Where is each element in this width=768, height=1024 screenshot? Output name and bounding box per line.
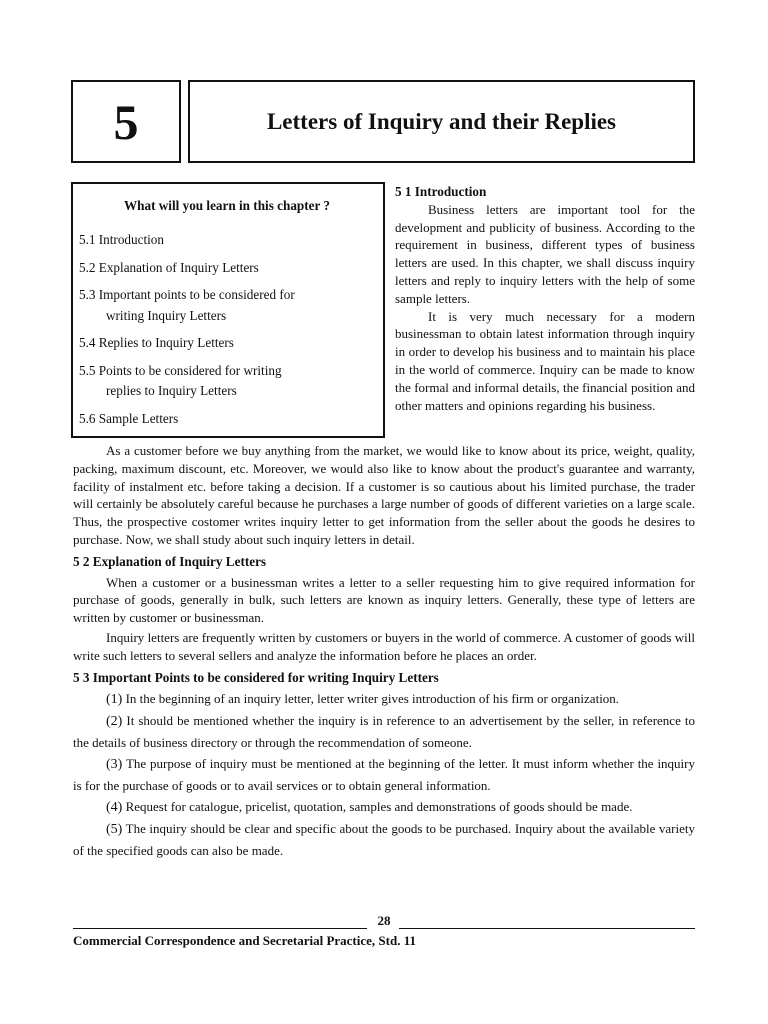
toc-item-text: Replies to Inquiry Letters — [98, 335, 234, 350]
chapter-number-box — [71, 80, 181, 163]
point-number: (3) — [106, 757, 123, 773]
point-item — [73, 796, 695, 818]
point-item — [73, 753, 695, 796]
chapter-title: Letters of Inquiry and their Replies — [266, 108, 617, 134]
point-number: (4) — [106, 800, 123, 816]
toc-item-text: Points to be considered for writing — [98, 362, 282, 378]
chapter-number: 5 — [113, 93, 139, 150]
point-text: The inquiry should be clear and specific about the goods to be purchased. Inquiry about the available variety of the specified goods can also be made. — [73, 821, 695, 859]
section-1-heading: 5 1 Introduction — [395, 184, 487, 199]
toc-item-text: Important points to be considered for — [98, 287, 295, 302]
introduction-column — [395, 183, 695, 414]
toc-item-number: 5.4 — [79, 335, 96, 350]
main-body — [73, 442, 695, 861]
toc-item-number: 5.5 — [79, 362, 96, 378]
toc-item — [79, 230, 375, 251]
point-number: (5) — [106, 822, 123, 838]
toc-item-continuation: replies to Inquiry Letters — [106, 383, 237, 398]
point-text: The purpose of inquiry must be mentioned at the beginning of the letter. It must inform whether the inquiry is for the purchase of goods or to avail services or to obtain general information. — [73, 756, 695, 794]
point-text: It should be mentioned whether the inquiry is in reference to an advertisement by the seller, in reference to the details of business directory or through the recommendation of someone. — [73, 713, 695, 751]
toc-item-text: Explanation of Inquiry Letters — [98, 259, 259, 275]
toc-item-number: 5.2 — [79, 259, 96, 275]
intro-paragraph-2: It is very much necessary for a modern businessman to obtain latest information through inquiry in order to develop his business and to maintain his place in the world of commerce. Inquiry can be made to know the formal and informal details, the financial position and other matters and opinions regarding his business. — [395, 308, 695, 413]
point-text: In the beginning of an inquiry letter, letter writer gives introduction of his firm or organization. — [125, 691, 620, 707]
point-item — [73, 688, 695, 710]
toc-item-number: 5.6 — [79, 410, 96, 426]
intro-paragraph-3: As a customer before we buy anything from the market, we would like to know about its price, weight, quality, packing, maximum discount, etc. Moreover, we would also like to know about the product's guarantee and warranty, facility of instalment etc. before taking a decision. If a customer is so cautious about his limited purchase, the trader will certainly be absolutely careful because he purchases a large number of goods of different varieties on a large scale. Thus, the prospective costomer writes inquiry letter to get information from the seller about the goods he desires to purchase. Now, we shall study about such inquiry letters in detail. — [73, 443, 695, 547]
toc-item-number: 5.1 — [79, 232, 96, 247]
intro-paragraph-1: Business letters are important tool for the development and publicity of business. According to the requirement in business, different types of business letters are used. In this chapter, we shall discuss inquiry letters and reply to inquiry letters with the help of some sample letters. — [395, 201, 695, 306]
learning-objectives-box — [71, 182, 385, 438]
points-list — [73, 688, 695, 861]
section-2-paragraph-2: Inquiry letters are frequently written by customers or buyers in the world of commerce. A customer of goods will write such letters to several sellers and analyze the information before he places an order. — [73, 629, 695, 663]
page-number: 28 — [377, 913, 391, 928]
toc-item-text: Introduction — [98, 232, 164, 247]
toc-item-continuation: writing Inquiry Letters — [106, 307, 227, 323]
toc-item — [79, 258, 375, 279]
section-3-heading: 5 3 Important Points to be considered for writing Inquiry Letters — [73, 669, 439, 685]
toc-item-number: 5.3 — [79, 287, 96, 302]
point-item — [73, 710, 695, 753]
footer-rule-right — [399, 928, 695, 929]
point-number: (2) — [106, 714, 123, 730]
section-2-paragraph-1: When a customer or a businessman writes a letter to a seller requesting him to give required information for purchase of goods, generally in bulk, such letters are known as inquiry letters. Generally, these type of letters are written by customer or businessman. — [73, 574, 695, 626]
toc-item-text: Sample Letters — [98, 410, 179, 426]
learn-box-title: What will you learn in this chapter ? — [123, 198, 330, 213]
footer-rule-left — [73, 928, 367, 929]
chapter-title-box — [188, 80, 695, 163]
point-text: Request for catalogue, pricelist, quotation, samples and demonstrations of goods should be made. — [125, 799, 633, 815]
section-2-heading: 5 2 Explanation of Inquiry Letters — [73, 553, 267, 569]
toc-item — [79, 333, 375, 354]
point-number: (1) — [106, 692, 123, 708]
point-item — [73, 818, 695, 861]
toc-item — [79, 361, 375, 402]
toc-list — [79, 230, 375, 429]
toc-item — [79, 409, 375, 430]
book-title: Commercial Correspondence and Secretarial Practice, Std. 11 — [73, 933, 416, 948]
toc-item — [79, 285, 375, 326]
